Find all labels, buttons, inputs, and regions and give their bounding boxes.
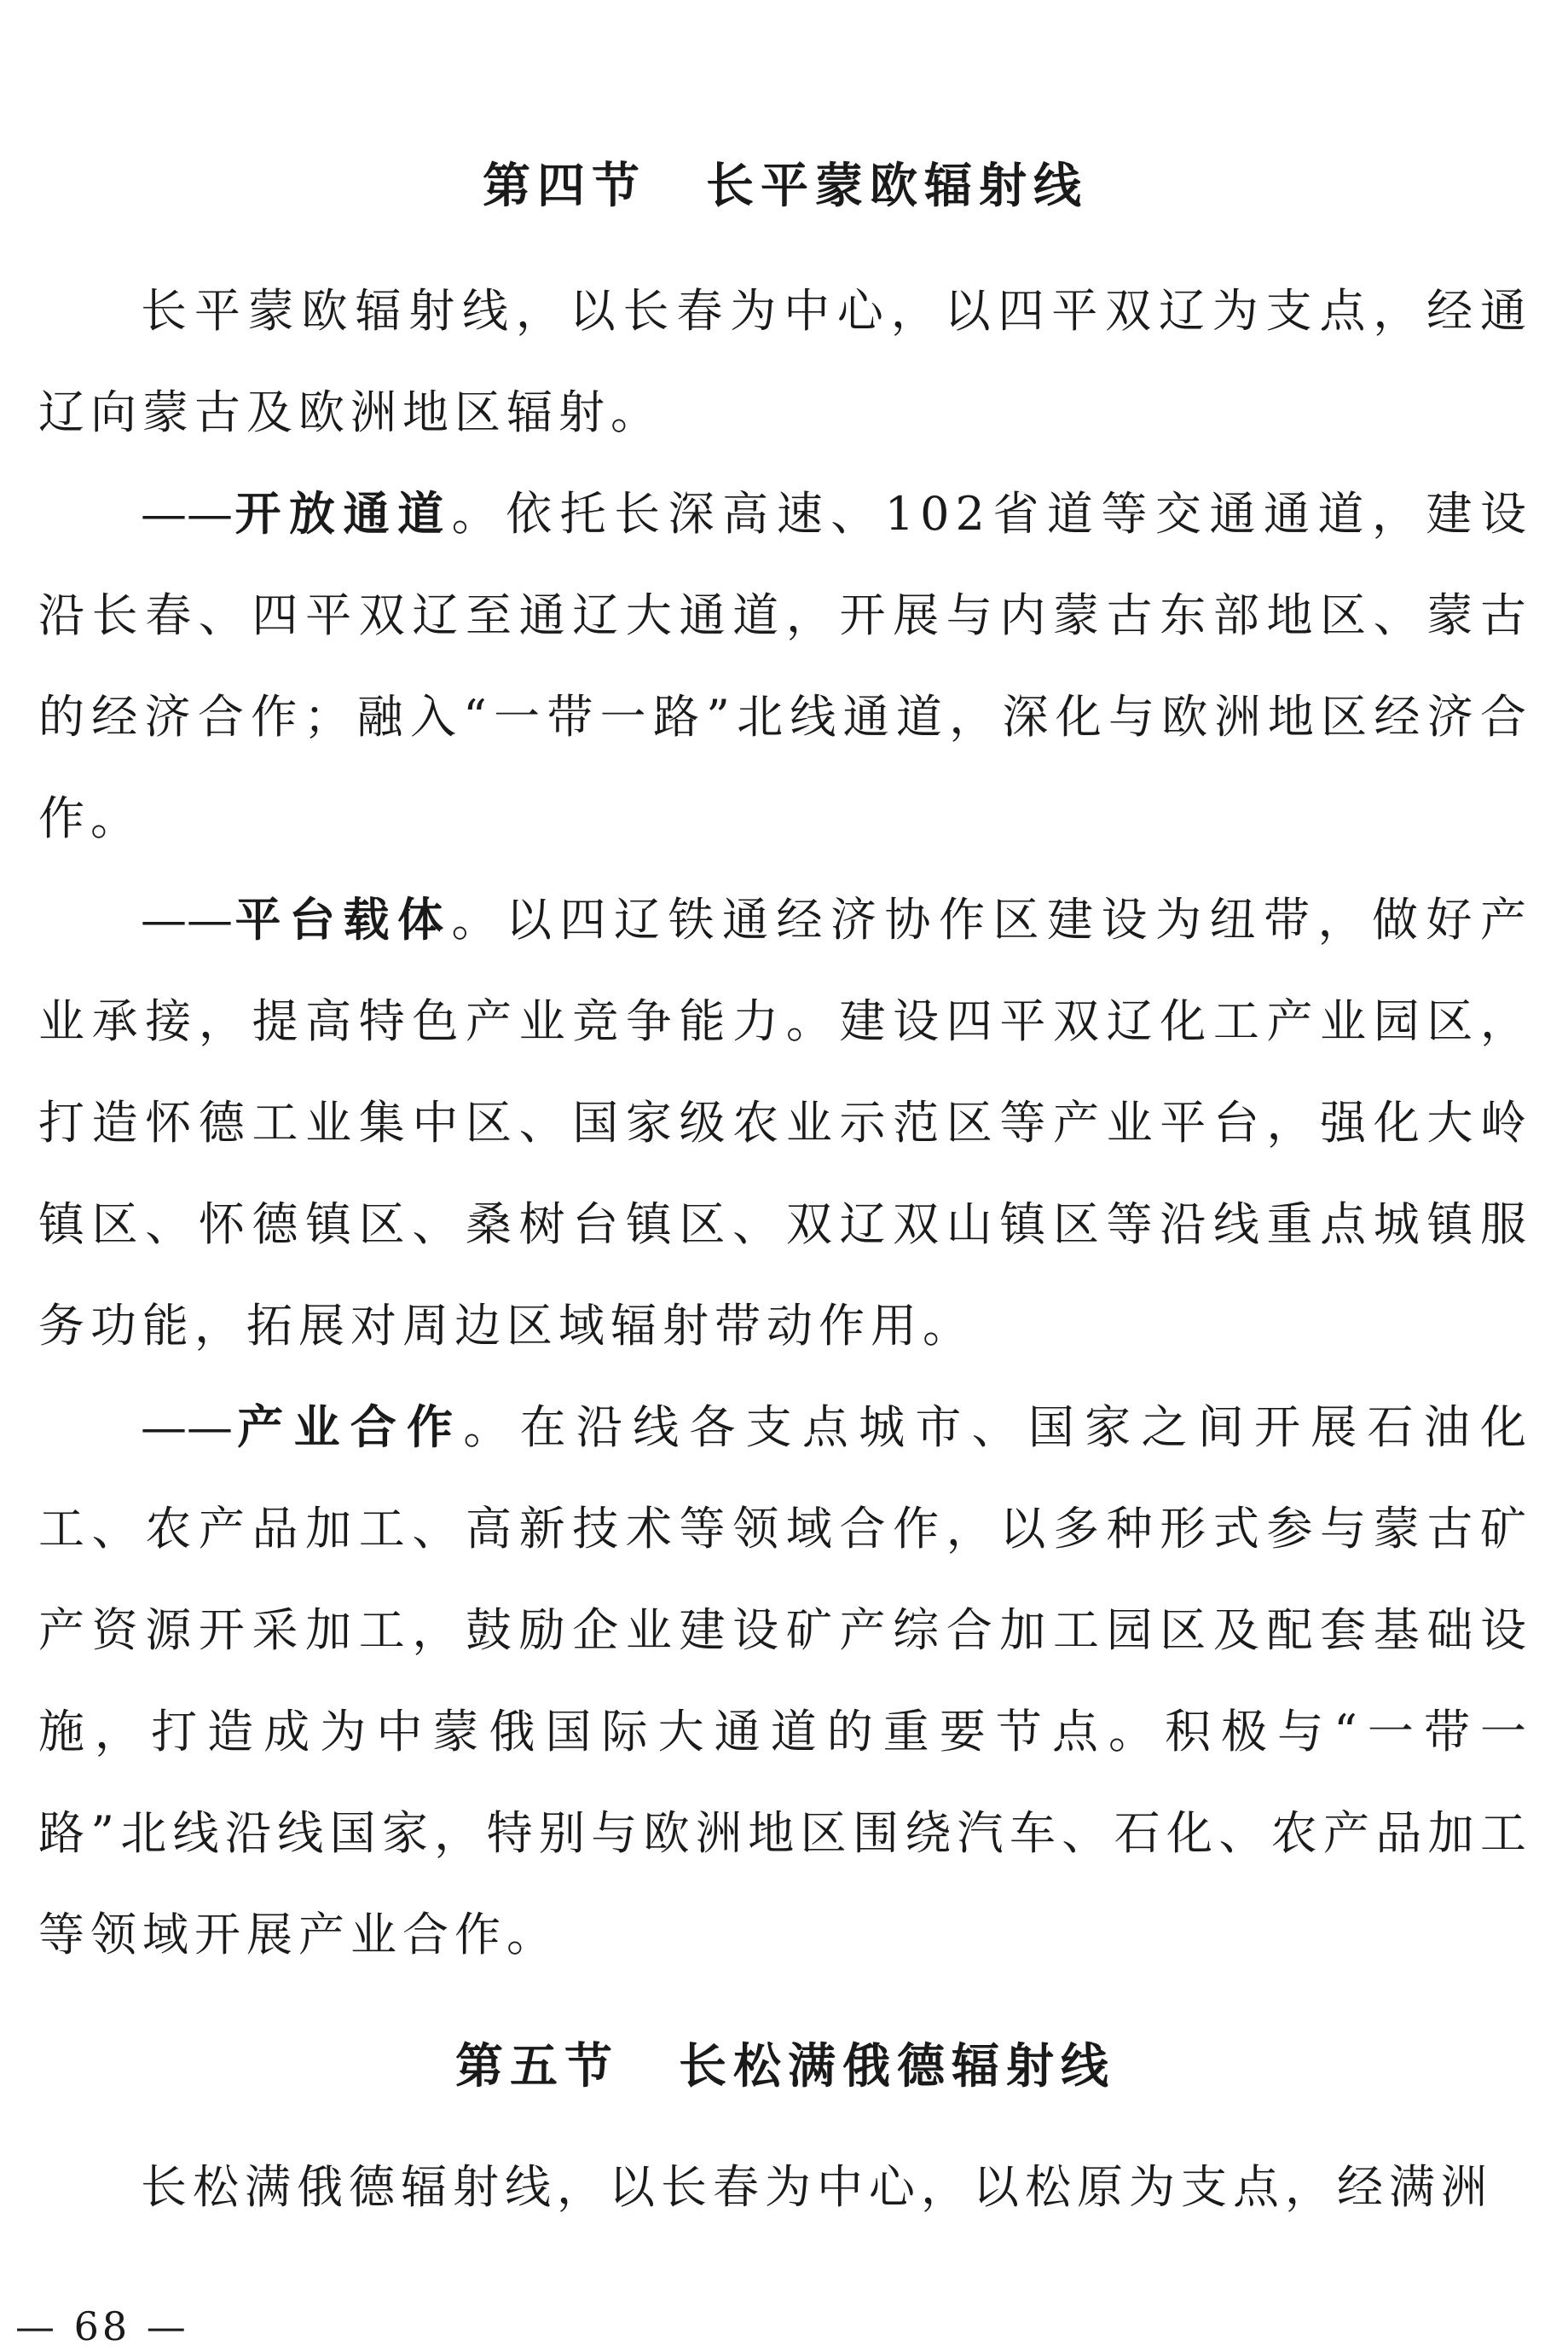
item-dash: ——: [141, 487, 233, 541]
section-4-intro: 长平蒙欧辐射线，以长春为中心，以四平双辽为支点，经通辽向蒙古及欧洲地区辐射。: [38, 284, 1532, 439]
item-text: 。在沿线各支点城市、国家之间开展石油化工、农产品加工、高新技术等领域合作，以多种形式参与蒙古矿产资源开采加工，鼓励企业建设矿产综合加工园区及配套基础设施，打造成为中蒙俄国际大通道的重要节点。积极与“一带一路”北线沿线国家，特别与欧洲地区围绕汽车、石化、农产品加工等领域开展产业合作。: [38, 1400, 1533, 1961]
section-4-item-platform: [38, 869, 1532, 1376]
item-keyword: 开放通道: [233, 486, 452, 541]
section-5-heading: [38, 2036, 1532, 2096]
item-keyword: 平台载体: [233, 892, 452, 947]
section-5-intro: 长松满俄德辐射线，以长春为中心，以松原为支点，经满洲: [141, 2160, 1493, 2214]
item-dash: ——: [141, 1400, 233, 1454]
section-4-heading: [38, 156, 1532, 216]
item-text: 。以四辽铁通经济协作区建设为纽带，做好产业承接，提高特色产业竞争能力。建设四平双辽化工产业园区，打造怀德工业集中区、国家级农业示范区等产业平台，强化大岭镇区、怀德镇区、桑树台镇区、双辽双山镇区等沿线重点城镇服务功能，拓展对周边区域辐射带动作用。: [38, 893, 1532, 1353]
page-number: — 68 —: [15, 2303, 189, 2349]
document-page: [38, 0, 1532, 2340]
section-4-title: 长平蒙欧辐射线: [706, 158, 1088, 214]
section-4-number: 第四节: [483, 158, 646, 214]
item-keyword: 产业合作: [233, 1399, 464, 1454]
section-5-number: 第五节: [455, 2038, 619, 2094]
section-4-item-industry: [38, 1376, 1532, 1985]
item-text: 。依托长深高速、102省道等交通通道，建设沿长春、四平双辽至通辽大通道，开展与内蒙古东部地区、蒙古的经济合作；融入“一带一路”北线通道，深化与欧洲地区经济合作。: [38, 487, 1532, 845]
section-5-title: 长松满俄德辐射线: [679, 2038, 1115, 2094]
section-4-item-open-channel: [38, 463, 1532, 869]
item-dash: ——: [141, 893, 233, 947]
